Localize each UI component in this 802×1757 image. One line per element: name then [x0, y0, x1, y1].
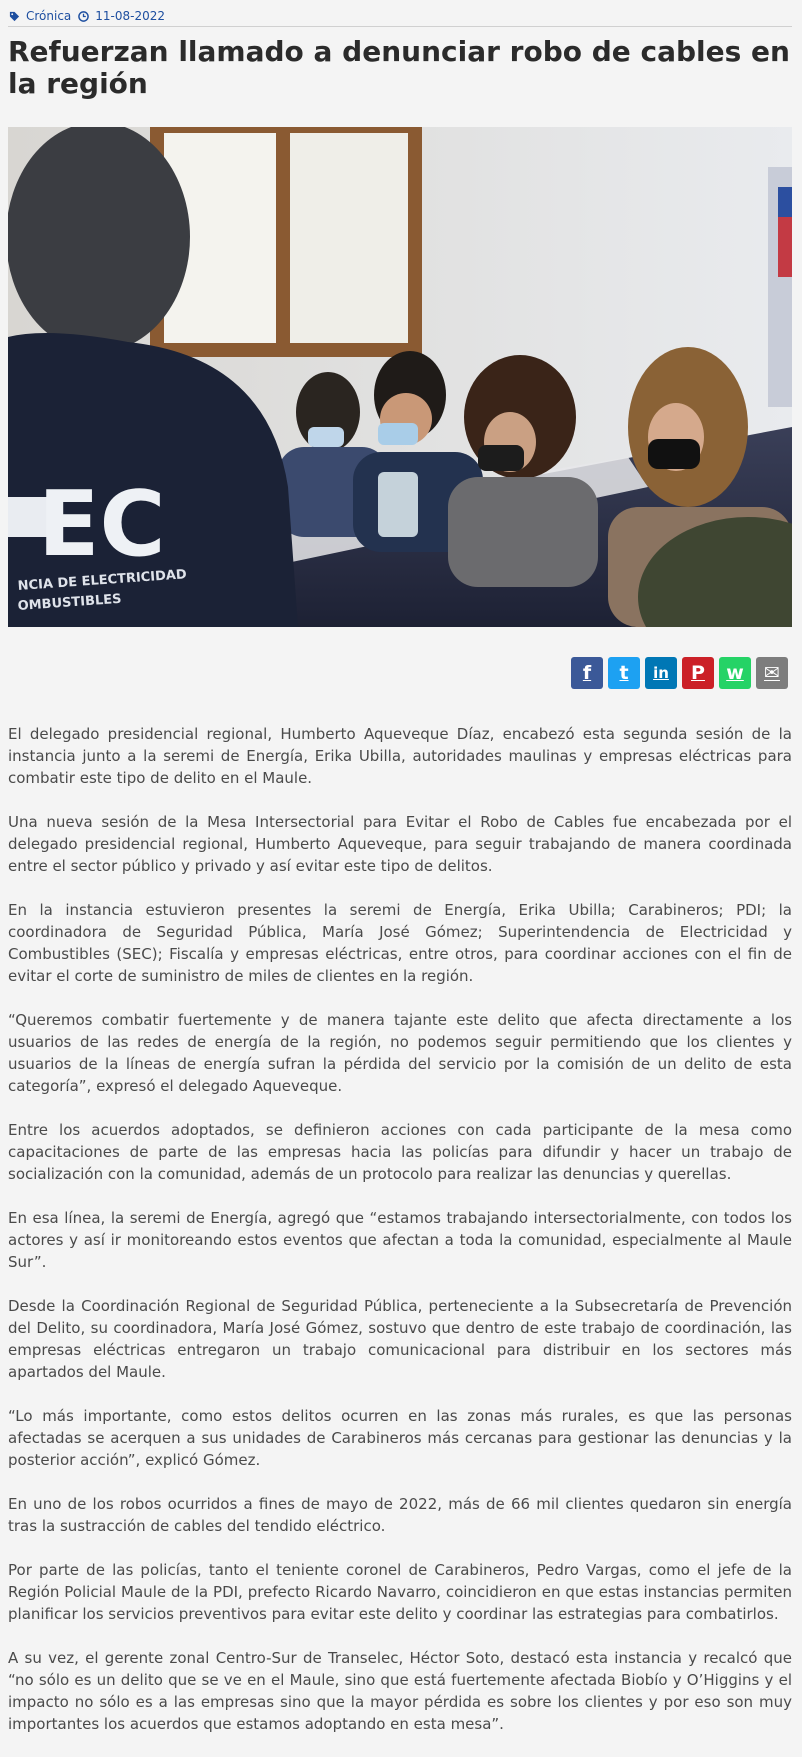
article-paragraph: “Lo más importante, como estos delitos ocurren en las zonas más rurales, es que las personas afectadas se acerquen a sus unidades de Carabineros más cercanas para gestionar las denuncias y la posterior acción”, explicó Gómez.: [8, 1407, 792, 1469]
article-paragraph: El delegado presidencial regional, Humberto Aqueveque Díaz, encabezó esta segunda sesión de la instancia junto a la seremi de Energía, Erika Ubilla, autoridades maulinas y empresas eléctricas para combatir este tipo de delito en el Maule.: [8, 725, 792, 787]
facebook-icon: f: [582, 662, 592, 684]
linkedin-icon: in: [653, 664, 669, 682]
clock-icon: [77, 10, 89, 22]
article-photo: [8, 127, 792, 627]
pinterest-share-button[interactable]: [682, 657, 714, 689]
article-body: [8, 723, 792, 1757]
pinterest-icon: P: [691, 662, 705, 684]
facebook-share-button[interactable]: [571, 657, 603, 689]
jacket-line-2: OMBUSTIBLES: [17, 591, 122, 614]
twitter-icon: t: [619, 662, 629, 684]
jacket-logo: EC: [38, 472, 166, 577]
whatsapp-icon: w: [726, 662, 744, 684]
meeting-photo-illustration: [8, 127, 792, 627]
email-share-button[interactable]: [756, 657, 788, 689]
article-paragraph: En la instancia estuvieron presentes la seremi de Energía, Erika Ubilla; Carabineros; PDI; la coordinadora de Seguridad Pública, María José Gómez; Superintendencia de Electricidad y Combustibles (SEC); Fiscalía y empresas eléctricas, entre otros, para coordinar acciones con el fin de evitar el corte de suministro de miles de clientes en la región.: [8, 901, 792, 985]
jacket-line-1: NCIA DE ELECTRICIDAD: [17, 567, 188, 594]
article-paragraph: Entre los acuerdos adoptados, se definieron acciones con cada participante de la mesa como capacitaciones de parte de las empresas hacia las policías para difundir y hacer un trabajo de socialización con la comunidad, además de un protocolo para realizar las denuncias y querellas.: [8, 1121, 792, 1183]
tag-icon: [8, 10, 20, 22]
article-paragraph: “Queremos combatir fuertemente y de manera tajante este delito que afecta directamente a los usuarios de las redes de energía de la región, no podemos seguir permitiendo que los clientes y usuarios de la líneas de energía sufran la pérdida del servicio por la comisión de un delito de esta categoría”, expresó el delegado Aqueveque.: [8, 1011, 792, 1095]
linkedin-share-button[interactable]: [645, 657, 677, 689]
article-paragraph: Una nueva sesión de la Mesa Intersectorial para Evitar el Robo de Cables fue encabezada por el delegado presidencial regional, Humberto Aqueveque, para seguir trabajando de manera coordinada entre el sector público y privado y así evitar este tipo de delitos.: [8, 813, 792, 875]
article-paragraph: Desde la Coordinación Regional de Seguridad Pública, perteneciente a la Subsecretaría de Prevención del Delito, su coordinadora, María José Gómez, sostuvo que dentro de este trabajo de coordinación, las empresas eléctricas entregaron un trabajo comunicacional para distribuir en los sectores más apartados del Maule.: [8, 1297, 792, 1381]
publish-date: 11-08-2022: [95, 9, 166, 23]
category-link[interactable]: Crónica: [26, 9, 72, 23]
twitter-share-button[interactable]: [608, 657, 640, 689]
article-title: Refuerzan llamado a denunciar robo de cables en la región: [8, 35, 790, 100]
share-buttons: [571, 657, 788, 689]
email-icon: ✉: [764, 662, 780, 684]
article-meta: [8, 6, 792, 27]
article-paragraph: En uno de los robos ocurridos a fines de mayo de 2022, más de 66 mil clientes quedaron sin energía tras la sustracción de cables del tendido eléctrico.: [8, 1495, 792, 1535]
article-paragraph: En esa línea, la seremi de Energía, agregó que “estamos trabajando intersectorialmente, con todos los actores y así ir monitoreando estos eventos que afectan a toda la comunidad, especialmente al Maule Sur”.: [8, 1209, 792, 1271]
whatsapp-share-button[interactable]: [719, 657, 751, 689]
article-paragraph: A su vez, el gerente zonal Centro-Sur de Transelec, Héctor Soto, destacó esta instancia y recalcó que “no sólo es un delito que se ve en el Maule, sino que está fuertemente afectada Biobío y O’Higgins y el impacto no sólo es a las empresas sino que la mayor pérdida es sobre los clientes y por eso son muy importantes los acuerdos que estamos adoptando en esta mesa”.: [8, 1649, 792, 1733]
article-paragraph: Por parte de las policías, tanto el teniente coronel de Carabineros, Pedro Vargas, como el jefe de la Región Policial Maule de la PDI, prefecto Ricardo Navarro, coincidieron en que estas instancias permiten planificar los servicios preventivos para evitar este delito y coordinar las estrategias para combatirlos.: [8, 1561, 792, 1623]
